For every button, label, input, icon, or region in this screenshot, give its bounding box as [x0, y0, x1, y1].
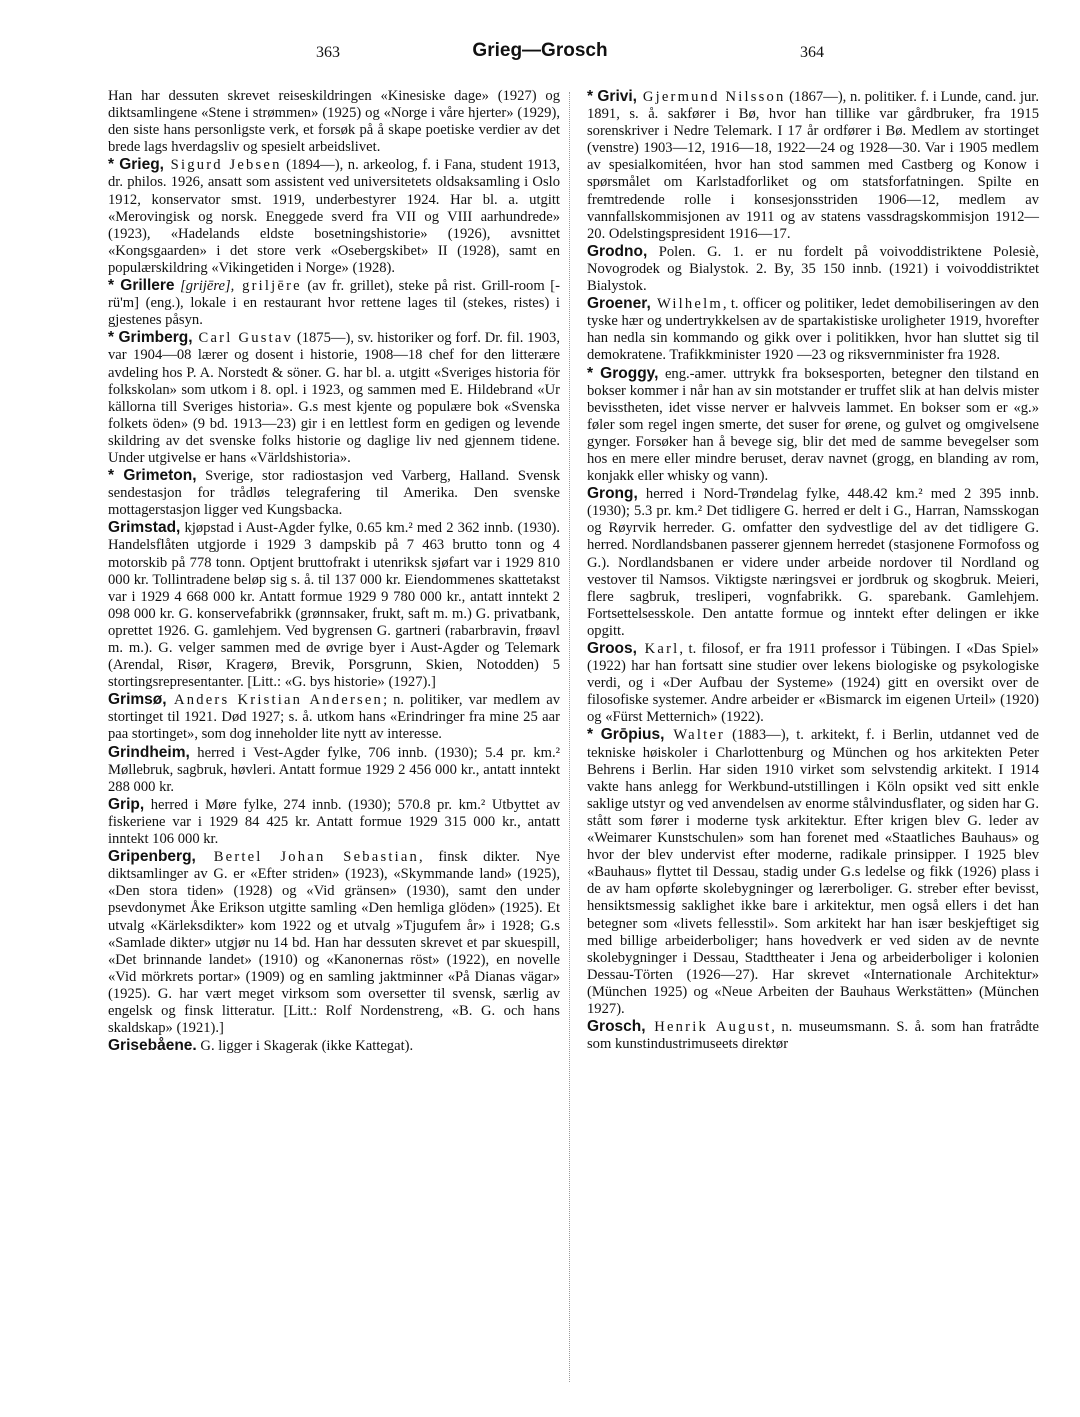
- entry-headword: * Groggy,: [587, 364, 659, 382]
- entry-body: G. ligger i Skagerak (ikke Kattegat).: [196, 1038, 414, 1055]
- entry-person-name: Wilhelm: [650, 296, 723, 313]
- entry-body: (1875—), sv. historiker og forf. Dr. fil. 1903, var 1904—08 lærer og dosent i historie, 1908—18 chef for den litterære avdeling hos P. A. Norstedt & söner. G. har bl. a. utgitt «Sveriges historia för folkskolan» som utkom i 8. opl. i 1923, og sammen med E. Hildebrand «Ur källorna till Sveriges historia». G.s mest kjente og populære bok «Svenska folkets öden» (9 bd. 1913—23) gir i en lettlest form en gedigen og levende skildring av det svenske folks historie og daglige liv ned gjennem tidene. Under utgivelse er hans «Världshistoria».: [108, 330, 560, 466]
- entry-body: eng.-amer. uttrykk fra boksesporten, betegner den tilstand en bokser kommer i når han av sin motstander er truffet slik at han delvis mister bevisstheten, idet visse nerver er halvveis lammet. En bokser som er «g.» føler som regel ingen smerte, det suser for ørene, og gulvet og omgivelsene gynger. Forsøker han å bevege sig, blir det med de samme bevegelser som hos en mere eller mindre beruset, derav navnet (grogg, en blanding av rom, konjakk eller whisky og vann).: [587, 365, 1040, 485]
- entry-body: (1867—), n. politiker. f. i Lunde, cand. jur. 1891, s. å. sakfører i Bø, hvor han tillike var gårdbruker, fra 1915 sorenskriver i Nedre Telemark. I 17 år ordfører i Bø. Medlem av stortinget (venstre) 1903—12, 1916—18, 1922—24 og 1928—30. Var i 1905 medlem av spesialkomitéen, hvor han stod sammen med Castberg og Konow i spørsmålet om Karlstadforliket og om statsforfatningen. Spilte en fremtredende rolle i konsesjonsstriden 1906—12, medlem av vannfallskommisjonen av 1911 og av statens vassdragskommisjon 1912—20. Odelstingspresident 1916—17.: [587, 89, 1039, 242]
- dictionary-entry: [587, 726, 1039, 1018]
- entry-headword: Grisebåene.: [108, 1037, 197, 1055]
- entry-body: (1894—), n. arkeolog, f. i Fana, student 1913, dr. philos. 1926, ansatt som assistent ved universitetets oldsaksamling i Oslo 1912, konservator smst. 1919, underbestyrer 1924. Har bl. a. utgitt «Merovingisk og norsk. Eneggede sverd fra VII og VIII aarhundrede» (1923), «Hadelands eldste bosetningshistorie» (1926), avsnittet «Kongsgaarden» i det store verk «Osebergskibet» II (1928), samt en populærskildring «Vikingetiden i Norge» (1928).: [108, 157, 560, 276]
- dictionary-entry: [108, 519, 560, 691]
- entry-body: , t. filosof, er fra 1911 professor i Tübingen. I «Das Spiel» (1922) har han fortsatt sine studier over lekens biologiske og psykologiske verdi, og i «Der Aufbau der Systeme» (1924) gitt en oversikt over de filosofiske systemer. Andre arbeider er «Bismarck im eigenen Urteil» (1920) og «Fürst Metternich» (1922).: [587, 641, 1039, 726]
- entry-body: Sverige, stor radiostasjon ved Varberg, Halland. Svensk sendestasjon for trådløs telegrafering til Amerika. Den svenske mottagerstasjon ligger ved Kungsbacka.: [108, 468, 560, 519]
- dictionary-entry: [108, 744, 560, 796]
- entry-body: Polen. G. 1. er nu fordelt på voivoddistriktene Polesiè, Novogrodek og Bialystok. 2. By, 35 150 innb. (1921) i voivoddistriktet Bialystok.: [587, 243, 1039, 295]
- entry-person-name: Carl Gustav: [192, 330, 294, 347]
- entry-body: , finsk dikter. Nye diktsamlinger av G. er «Efter striden» (1923), «Skymmande land» (1925), «Den stora tiden» (1928) og «Vid gränsen» (1930), samt den under psevdonymet Åke Erikson utgitte samling «Den hemliga glöden» (1925). Et utvalg «Kärleksdikter» kom 1922 og et utvalg »Tjugufem år» i 1928; G.s «Samlade dikter» utgjør nu 14 bd. Han har dessuten skrevet et par skuespill, «Det brinnande landet» (1910) og «Kanonernas röst» (1922), en novelle «Vid mörkrets portar» (1909) og en samling jaktminner «På Dianas vägar» (1925). G. har vært meget virksom som oversetter til svensk, særlig av engelsk og finsk litteratur. [Litt.: Rolf Nordenstreng, «B. G. och hans skaldskap» (1921).]: [108, 849, 560, 1037]
- entry-headword: Gripenberg,: [108, 848, 196, 866]
- entry-headword: * Grivi,: [587, 88, 637, 105]
- dictionary-entry: [587, 640, 1039, 726]
- entry-body: (1883—), t. arkitekt, f. i Berlin, utdannet ved de tekniske høiskoler i Charlottenburg og München og hos arkitekten Peter Behrens i Berlin. Har siden 1910 virket som selvstendig arkitekt. I 1914 vakte hans anlegg for Werkbund-utstillingen i Köln opsikt ved sitt enkle saklige utstyr og ved anvendelsen av enorme stålvindusflater, og siden har G. stått som fører i moderne tysk arkitektur. Efter krigen blev G. leder av «Weimarer Kunstschulen» som han forenet med «Staatliches Bauhaus» og hvor der blev undervist efter moderne, radikale prinsipper. I 1925 blev «Bauhaus» flyttet til Dessau, stadig under G.s ledelse og fikk (1926) plass i de av ham opførte skolebygninger og lærerboliger. G. streber efter bevisst, hensiktsmessig saklighet ikke bare i arkitektur, men også ellers i det han betegner som «livets fellesstil». Som arkitekt har han især beskjeftiget sig med billige arbeiderboliger; hans hovedverk er ved siden av de nevnte skolebygninger i Dessau, Stadttheater i Jena og arbeiderboliger i kolonien Dessau-Törten (1926—27). Har skrevet «Internationale Architektur» (München 1925) og «Neue Arbeiten der Bauhaus Werkstätten» (München 1927).: [587, 727, 1039, 1017]
- dictionary-entry: [108, 88, 560, 156]
- column-divider: [569, 92, 570, 1382]
- entry-person-name: Gjermund Nilsson: [637, 89, 786, 105]
- entry-body: herred i Møre fylke, 274 innb. (1930); 570.8 pr. km.² Utbyttet av fiskeriene var i 1929 84 425 kr. Antatt formue 1929 315 000 kr., antatt inntekt 106 000 kr.: [108, 796, 560, 848]
- dictionary-entry: [108, 277, 560, 329]
- entry-headword: Grindheim,: [108, 743, 190, 761]
- entry-body: , n. museumsmann. S. å. som han fratrådte som kunstindustrimuseets direktør: [587, 1019, 1039, 1053]
- page-header: [0, 40, 1080, 74]
- entry-headword: * Grieg,: [108, 156, 164, 174]
- dictionary-entry: [108, 329, 560, 467]
- dictionary-entry: [108, 156, 560, 277]
- dictionary-entry: [108, 796, 560, 848]
- dictionary-entry: [108, 691, 560, 743]
- entry-body: Han har dessuten skrevet reiseskildringen «Kinesiske dage» (1927) og diktsamlingene «Stene i strømmen» (1925) og «Norge i våre hjerter» (1929), den siste hans personligste verk, et forsøk på å skape poetiske verdier av det brede lags hverdagsliv og spesielt arbeidslivet.: [108, 88, 560, 156]
- entry-headword: Grong,: [587, 485, 638, 503]
- dictionary-entry: [108, 848, 560, 1037]
- page-number-right: 364: [800, 44, 824, 61]
- running-title: Grieg—Grosch: [472, 40, 608, 61]
- entry-headword: * Grimeton,: [108, 467, 197, 485]
- entry-body: herred i Nord-Trøndelag fylke, 448.42 km.² med 2 395 innb. (1930); 5.3 pr. km.² Det tidligere G. herred er delt i G., Harran, Namsskogan og Røyrvik herreder. G. omfatter den sydvestlige del av det tidligere G. herred. Nordlandsbanen passerer gjennem herredet (stasjonene Formofoss og G.). Nordlandsbanen er videre under arbeide nordover til Nordland og vestover til Namsos. Viktigste næringsvei er jordbruk og skogbruk. Meieri, flere sagbruk, tresliperi, vognfabrikk. G. sparebank. Gamlehjem. Fortsettelsesskole. Den antatte formue og inntekt efter delingen er ikke opgitt.: [587, 486, 1039, 639]
- entry-person-name: Anders Kristian Andersen: [166, 692, 384, 709]
- entry-person-name: Sigurd Jebsen: [163, 157, 282, 174]
- dictionary-entry: [587, 1018, 1039, 1053]
- entry-headword: Grimsø,: [108, 691, 167, 709]
- entry-body: herred i Vest-Agder fylke, 706 innb. (1930); 5.4 pr. km.² Møllebruk, sagbruk, høvleri. Antatt formue 1929 2 456 000 kr., antatt inntekt 288 000 kr.: [108, 744, 560, 795]
- page-number-left: 363: [316, 44, 340, 61]
- entry-person-name: Henrik August: [645, 1019, 772, 1036]
- dictionary-entry: [108, 467, 560, 519]
- entry-person-name: Bertel Johan Sebastian: [195, 849, 420, 866]
- entry-body: (av fr. grillet), steke på rist. Grill-room [-rü'm] (eng.), lokale i en restaurant hvor rettene lages til (stekes, ristes) i gjestenes påsyn.: [108, 278, 560, 329]
- entry-headword: * Grōpius,: [587, 726, 665, 744]
- dictionary-entry: [587, 485, 1039, 640]
- entry-headword: Grimstad,: [108, 519, 181, 537]
- entry-headword: Groener,: [587, 295, 651, 313]
- entry-headword: * Grillere: [108, 277, 175, 295]
- entry-body: kjøpstad i Aust-Agder fylke, 0.65 km.² med 2 362 innb. (1930). Handelsflåten utgjorde i 1929 3 dampskib på 7 463 brutto tonn og 4 motorskib på 778 tonn. Optjent bruttofrakt i utenriksk sjøfart var i 1929 810 000 kr. Tollintradene beløp sig s. å. til 137 000 kr. Eiendommenes skattetakst var i 1929 4 668 000 kr. Antatt formue 1929 9 780 000 kr., antatt inntekt 2 098 000 kr. G. konservefabrikk (grønnsaker, frukt, saft m. m.) G. privatbank, oprettet 1926. G. gamlehjem. Ved bygrensen G. gartneri (rabarbravin, frøavl m. m.). G. velger sammen med de øvrige byer i Aust-Agder og Telemark (Arendal, Risør, Kragerø, Brevik, Porsgrunn, Skien, Notodden) 5 stortingsrepresentanter. [Litt.: «G. bys historie» (1927).]: [108, 520, 560, 691]
- entry-headword: Grip,: [108, 795, 145, 813]
- entry-person-name: griljēre: [234, 278, 302, 295]
- entry-body: , t. officer og politiker, ledet demobiliseringen av den tyske hær og undertrykkelsen av de spartakistiske uroligheter 1919, hvorefter han nedla sin kommando og gikk over i politikken, hvor han sluttet sig til demokratene. Trafikkminister 1920 —23 og riksvernminister fra 1928.: [587, 296, 1040, 364]
- dictionary-entry: [587, 243, 1039, 295]
- dictionary-entry: [587, 295, 1039, 364]
- right-column: [587, 88, 1039, 1053]
- entry-pronunciation: [grijēre],: [174, 278, 235, 295]
- entry-person-name: Karl: [636, 641, 680, 657]
- dictionary-entry: [587, 365, 1039, 486]
- entry-body: ; n. politiker, var medlem av stortinget til 1921. Død 1927; s. å. utkom hans «Erindringer fra mine 25 aar paa stortinget», som dog inneholder lite nytt av interesse.: [108, 692, 560, 743]
- dictionary-entry: [587, 88, 1039, 243]
- entry-headword: Grodno,: [587, 242, 648, 260]
- entry-headword: Groos,: [587, 640, 637, 657]
- entry-headword: Grosch,: [587, 1018, 646, 1036]
- entry-headword: * Grimberg,: [108, 329, 193, 347]
- entry-person-name: Walter: [664, 727, 726, 744]
- left-column: [108, 88, 560, 1055]
- dictionary-entry: [108, 1037, 560, 1055]
